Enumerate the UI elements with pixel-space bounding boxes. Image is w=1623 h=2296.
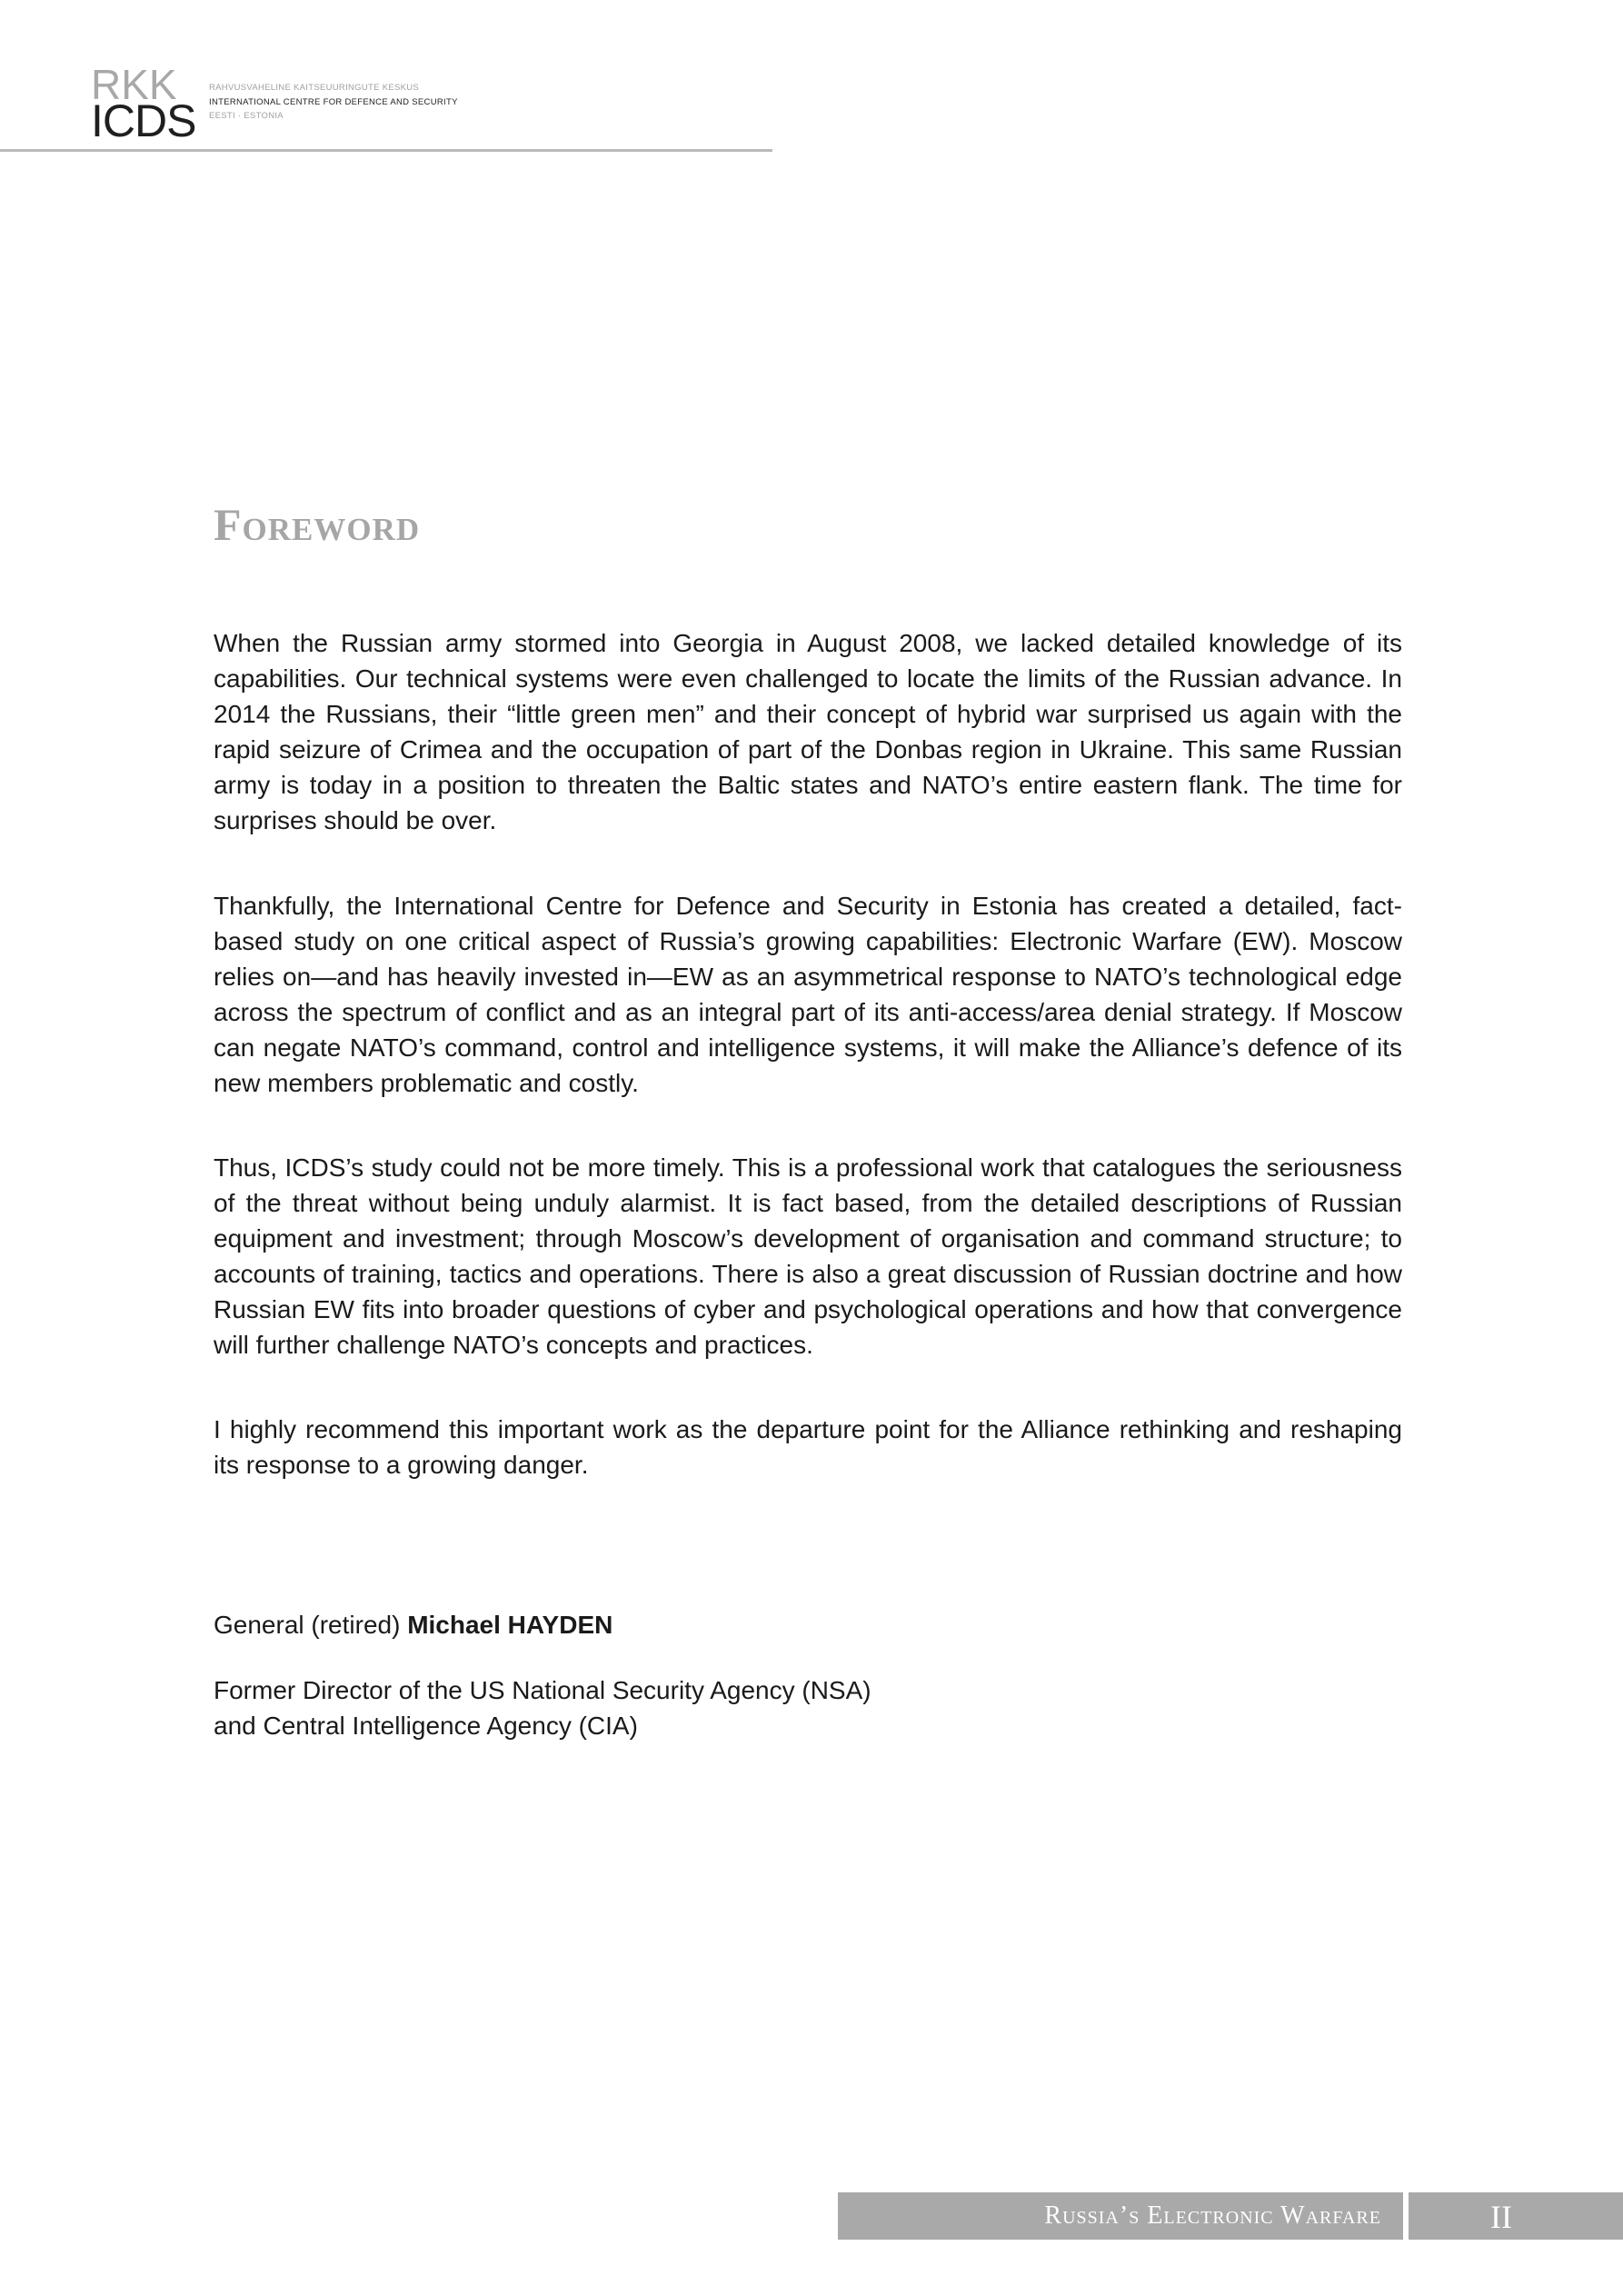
page-title: Foreword	[214, 499, 421, 550]
paragraph-4: I highly recommend this important work as the departure point for the Alliance rethinking and reshaping its response to a growing danger.	[214, 1415, 1402, 1479]
footer-publication-title: Russia’s Electronic Warfare	[1044, 2201, 1381, 2230]
footer-title-bar	[838, 2192, 1403, 2240]
footer-page-box	[1409, 2192, 1623, 2240]
page-number: II	[1490, 2199, 1512, 2235]
page-header	[0, 0, 772, 155]
org-name-estonian: RAHVUSVAHELINE KAITSEUURINGUTE KESKUS	[209, 83, 420, 93]
signature-line	[214, 1607, 612, 1642]
org-country: EESTI · ESTONIA	[209, 111, 284, 121]
logo-rkk-text: RKK	[91, 61, 177, 108]
paragraph-2: Thankfully, the International Centre for Defence and Security in Estonia has created a detailed, fact-based study on one critical aspect of Russia’s growing capabilities: Electronic Warfare (EW). Moscow relies on—and has heavily invested in—EW as an asymmetrical response to NATO’s technological edge across the spectrum of conflict and as an integral part of its anti-access/area denial strategy. If Moscow can negate NATO’s command, control and intelligence systems, it will make the Alliance’s defence of its new members problematic and costly.	[214, 892, 1402, 1097]
paragraph-1: When the Russian army stormed into Georgia in August 2008, we lacked detailed knowledge of its capabilities. Our technical systems were even challenged to locate the limits of the Russian advance. In 2014 the Russians, their “little green men” and their concept of hybrid war surprised us again with the rapid seizure of Crimea and the occupation of part of the Donbas region in Ukraine. This same Russian army is today in a position to threaten the Baltic states and NATO’s entire eastern flank. The time for surprises should be over.	[214, 629, 1402, 834]
signature-role	[214, 1672, 871, 1743]
organization-name	[209, 84, 458, 121]
signature-rank: General (retired)	[214, 1611, 408, 1639]
role-line-2: and Central Intelligence Agency (CIA)	[214, 1712, 638, 1740]
paragraph-3: Thus, ICDS’s study could not be more timely. This is a professional work that catalogues the seriousness of the threat without being unduly alarmist. It is fact based, from the detailed descriptions of Russian equipment and investment; through Moscow’s development of organisation and command structure; to accounts of training, tactics and operations. There is also a great discussion of Russian doctrine and how Russian EW fits into broader questions of cyber and psychological operations and how that convergence will further challenge NATO’s concepts and practices.	[214, 1153, 1402, 1359]
signature-name: Michael HAYDEN	[407, 1611, 613, 1639]
role-line-1: Former Director of the US National Security Agency (NSA)	[214, 1676, 871, 1704]
logo-icds-text: ICDS	[91, 95, 196, 146]
icds-logo	[91, 61, 196, 146]
org-name-english: INTERNATIONAL CENTRE FOR DEFENCE AND SECURITY	[209, 96, 458, 107]
header-divider	[0, 149, 772, 152]
